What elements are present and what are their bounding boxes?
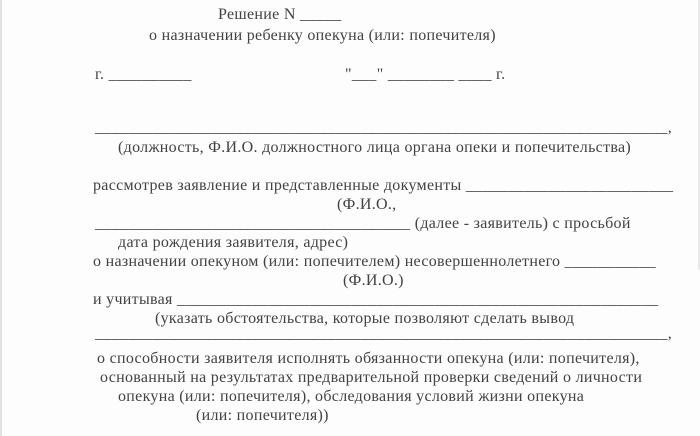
official-blank-line: _____________________________________________________________________, bbox=[95, 119, 672, 136]
doc-subtitle: о назначении ребенку опекуна (или: попечителя) bbox=[149, 27, 496, 44]
fio-caption-open: (Ф.И.О., bbox=[337, 196, 397, 213]
official-caption: (должность, Ф.И.О. должностного лица органа опеки и попечительства) bbox=[118, 139, 632, 156]
ability-line: о способности заявителя исполнять обязанности опекуна (или: попечителя), bbox=[97, 350, 640, 367]
considering-line: и учитывая __________________________________________________________ bbox=[93, 291, 659, 308]
birthdate-caption: дата рождения заявителя, адрес) bbox=[118, 234, 349, 251]
closing-paren-line: (или: попечителя)) bbox=[196, 407, 329, 424]
fio-caption: (Ф.И.О.) bbox=[343, 272, 404, 289]
applicant-line: ______________________________________ (далее - заявитель) с просьбой bbox=[95, 215, 631, 232]
guardian-conditions-line: опекуна (или: попечителя), обследования условий жизни опекуна bbox=[118, 388, 585, 405]
circumstances-caption: (указать обстоятельства, которые позволяют сделать вывод bbox=[155, 310, 575, 327]
conclusion-blank-line: _____________________________________________________________________, bbox=[95, 325, 672, 342]
based-on-line: основанный на результатах предварительной проверки сведений о личности bbox=[100, 369, 643, 386]
place-blank: г. __________ bbox=[95, 66, 192, 83]
date-blank: "___" ________ ____ г. bbox=[345, 66, 506, 83]
appointment-line: о назначении опекуном (или: попечителем) несовершеннолетнего ___________ bbox=[93, 253, 656, 270]
scan-edge-left bbox=[0, 0, 2, 436]
reviewed-line: рассмотрев заявление и представленные документы _________________________ bbox=[93, 177, 674, 194]
doc-title: Решение N _____ bbox=[218, 6, 342, 23]
